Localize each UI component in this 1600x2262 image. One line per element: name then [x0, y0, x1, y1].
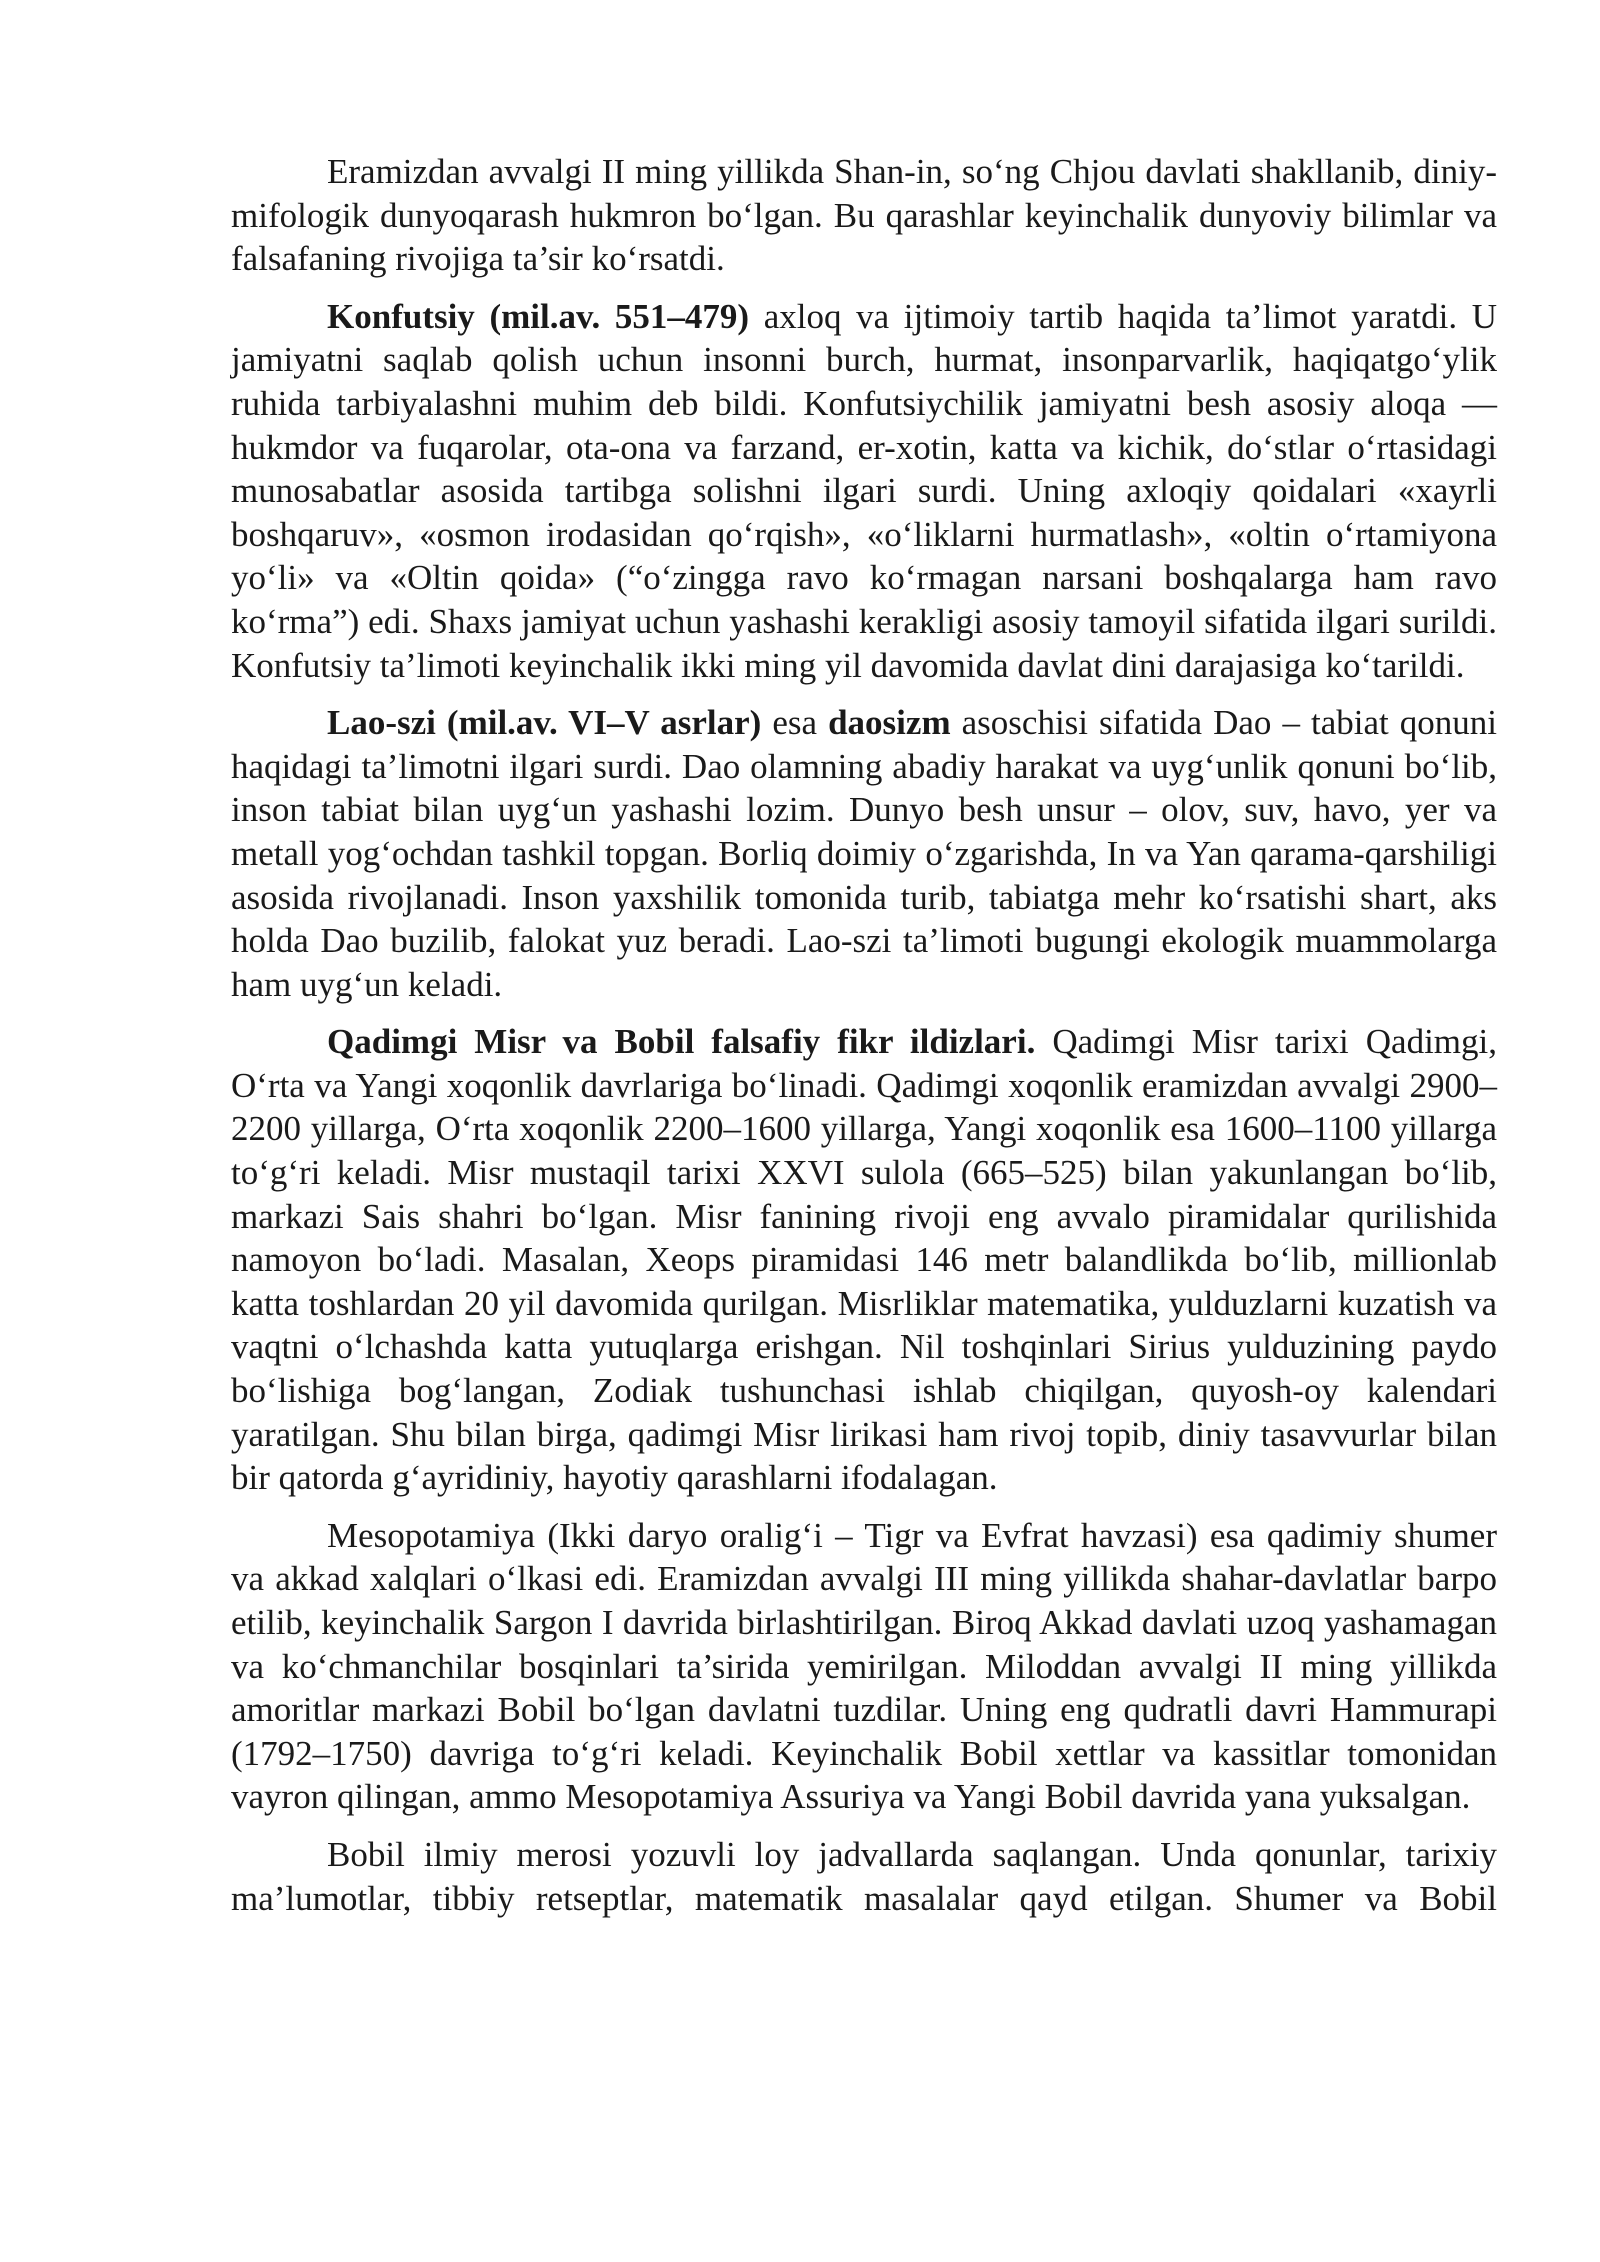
paragraph-mesopotamiya — [231, 1514, 1497, 1819]
bold-term-daosizm: daosizm — [828, 703, 951, 743]
paragraph-text: axloq va ijtimoiy tartib haqida ta’limot yaratdi. U jamiyatni saqlab qolish uchun insonni burch, hurmat, insonparvarlik, haqiqatgo‘ylik ruhida tarbiyalashni muhim deb bildi. Konfutsiychilik jamiyatni besh asosiy aloqa — hukmdor va fuqarolar, ota-ona va farzand, er-xotin, katta va kichik, do‘stlar o‘rtasidagi munosabatlar asosida tartibga solishni ilgari surdi. Uning axloqiy qoidalari «xayrli boshqaruv», «osmon irodasidan qo‘rqish», «o‘liklarni hurmatlash», «oltin o‘rtamiyona yo‘li» va «Oltin qoida» (“o‘zingga ravo ko‘rmagan narsani boshqalarga ham ravo ko‘rma”) edi. Shaxs jamiyat uchun yashashi kerakligi asosiy tamoyil sifatida ilgari surildi. Konfutsiy ta’limoti keyinchalik ikki ming yil davomida davlat dini darajasiga ko‘tarildi. — [231, 296, 1497, 685]
bold-heading-konfutsiy: Konfutsiy (mil.av. 551–479) — [327, 296, 750, 336]
paragraph-text: Eramizdan avvalgi II ming yillikda Shan-in, so‘ng Chjou davlati shakllanib, diniy-mifologik dunyoqarash hukmron bo‘lgan. Bu qarashlar keyinchalik dunyoviy bilimlar va falsafaning rivojiga ta’sir ko‘rsatdi. — [231, 152, 1497, 279]
paragraph-text: asoschisi sifatida Dao – tabiat qonuni haqidagi ta’limotni ilgari surdi. Dao olamning abadiy harakat va uyg‘unlik qonuni bo‘lib, inson tabiat bilan uyg‘un yashashi lozim. Dunyo besh unsur – olov, suv, havo, yer va metall yog‘ochdan tashkil topgan. Borliq doimiy o‘zgarishda, In va Yan qarama-qarshiligi asosida rivojlanadi. Inson yaxshilik tomonida turib, tabiatga mehr ko‘rsatishi shart, aks holda Dao buzilib, falokat yuz beradi. Lao-szi ta’limoti bugungi ekologik muammolarga ham uyg‘un keladi. — [231, 703, 1497, 1004]
paragraph-bobil-meros — [231, 1833, 1497, 1920]
paragraph-konfutsiy — [231, 295, 1497, 687]
bold-heading-lao-szi: Lao-szi (mil.av. VI–V asrlar) — [327, 703, 762, 743]
paragraph-text: Mesopotamiya (Ikki daryo oralig‘i – Tigr va Evfrat havzasi) esa qadimiy shumer va akkad xalqlari o‘lkasi edi. Eramizdan avvalgi III ming yillikda shahar-davlatlar barpo etilib, keyinchalik Sargon I davrida birlashtirilgan. Biroq Akkad davlati uzoq yashamagan va ko‘chmanchilar bosqinlari ta’sirida yemirilgan. Miloddan avvalgi II ming yillikda amoritlar markazi Bobil bo‘lgan davlatni tuzdilar. Uning eng qudratli davri Hammurapi (1792–1750) davriga to‘g‘ri keladi. Keyinchalik Bobil xettlar va kassitlar tomonidan vayron qilingan, ammo Mesopotamiya Assuriya va Yangi Bobil davrida yana yuksalgan. — [231, 1515, 1497, 1817]
paragraph-misr-bobil — [231, 1020, 1497, 1500]
paragraph-text: esa — [761, 703, 829, 743]
paragraph-text: Bobil ilmiy merosi yozuvli loy jadvallarda saqlangan. Unda qonunlar, tarixiy ma’lumotlar, tibbiy retseptlar, matematik masalalar qayd etilgan. Shumer va Bobil — [231, 1834, 1497, 1918]
paragraph-lao-szi — [231, 701, 1497, 1006]
document-page — [231, 150, 1497, 1934]
paragraph-shan-in-chjou — [231, 150, 1497, 281]
bold-heading-misr-bobil: Qadimgi Misr va Bobil falsafiy fikr ildizlari. — [327, 1022, 1036, 1062]
paragraph-text: Qadimgi Misr tarixi Qadimgi, O‘rta va Yangi xoqonlik davrlariga bo‘linadi. Qadimgi xoqonlik eramizdan avvalgi 2900–2200 yillarga, O‘rta xoqonlik 2200–1600 yillarga, Yangi xoqonlik esa 1600–1100 yillarga to‘g‘ri keladi. Misr mustaqil tarixi XXVI sulola (665–525) bilan yakunlangan bo‘lib, markazi Sais shahri bo‘lgan. Misr fanining rivoji eng avvalo piramidalar qurilishida namoyon bo‘ladi. Masalan, Xeops piramidasi 146 metr balandlikda bo‘lib, millionlab katta toshlardan 20 yil davomida qurilgan. Misrliklar matematika, yulduzlarni kuzatish va vaqtni o‘lchashda katta yutuqlarga erishgan. Nil toshqinlari Sirius yulduzining paydo bo‘lishiga bog‘langan, Zodiak tushunchasi ishlab chiqilgan, quyosh-oy kalendari yaratilgan. Shu bilan birga, qadimgi Misr lirikasi ham rivoj topib, diniy tasavvurlar bilan bir qatorda g‘ayridiniy, hayotiy qarashlarni ifodalagan. — [231, 1022, 1497, 1498]
